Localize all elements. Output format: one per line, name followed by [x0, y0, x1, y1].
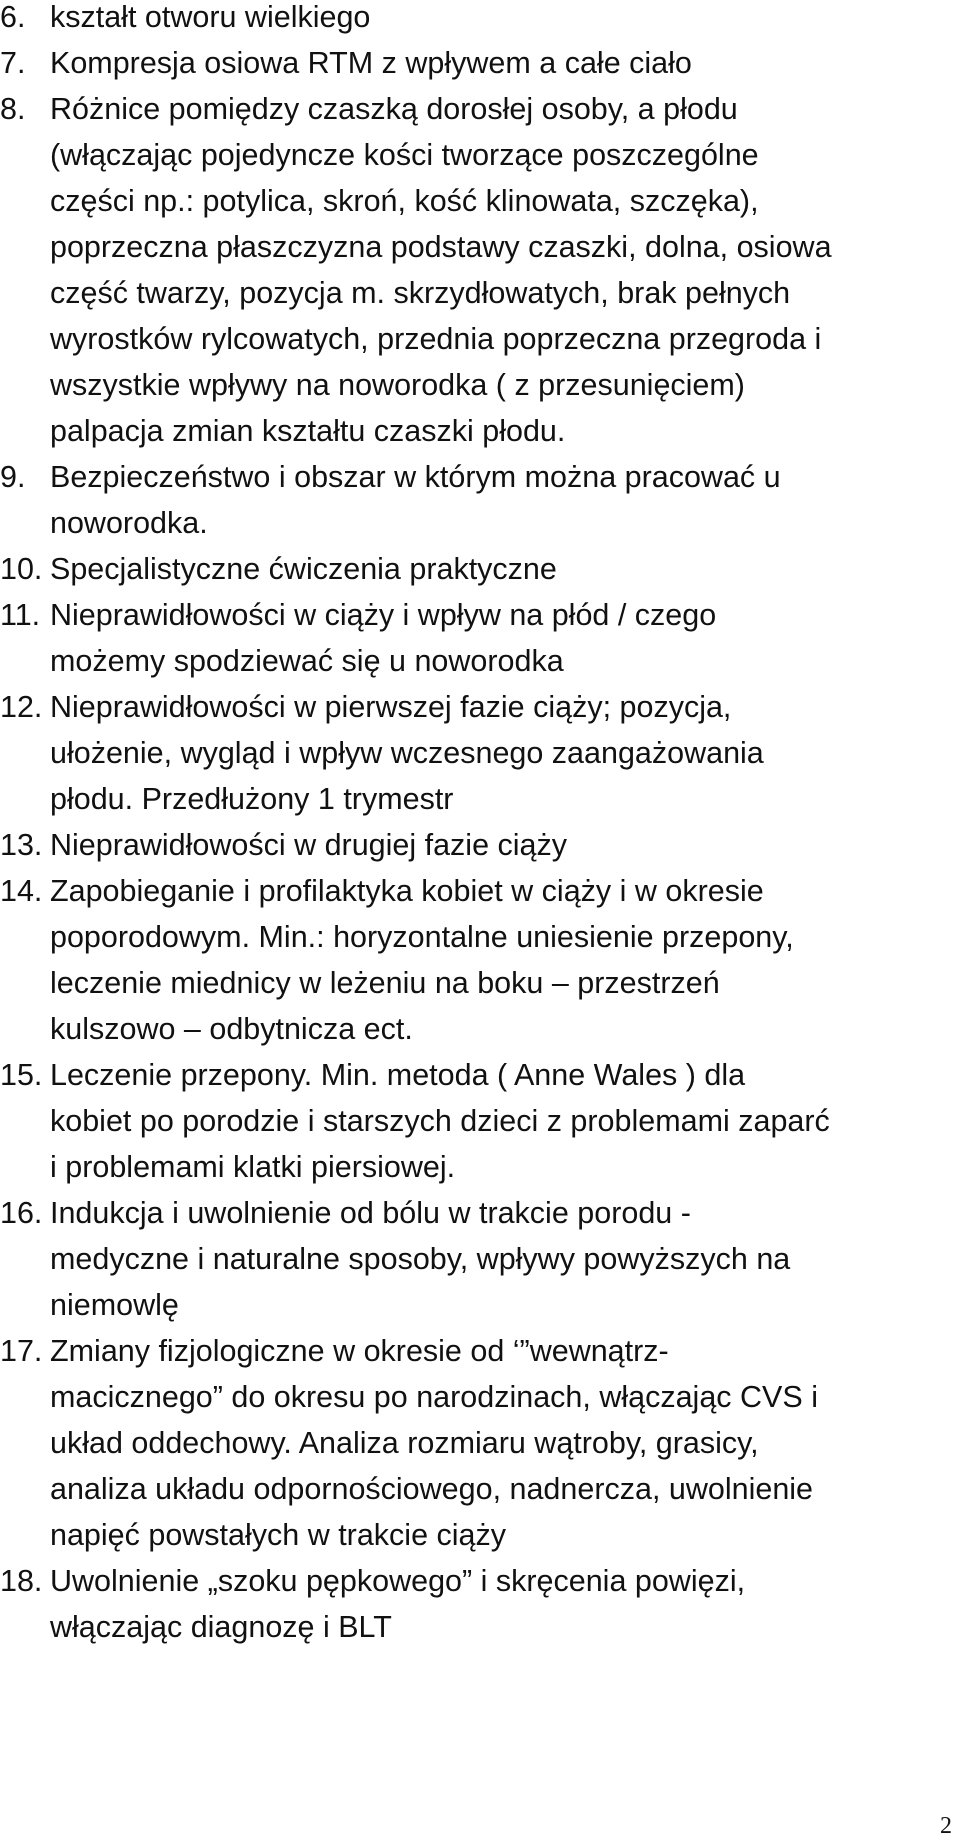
- list-item-number: 7.: [0, 46, 26, 80]
- list-item-text: analiza układu odpornościowego, nadnercza, uwolnienie: [50, 1472, 814, 1506]
- list-item-number: 17.: [0, 1334, 43, 1368]
- list-item-text: kulszowo – odbytnicza ect.: [50, 1012, 413, 1046]
- list-item-text: część twarzy, pozycja m. skrzydłowatych, brak pełnych: [50, 276, 791, 310]
- list-item-text: Różnice pomiędzy czaszką dorosłej osoby, a płodu: [50, 92, 738, 126]
- list-item-text: wyrostków rylcowatych, przednia poprzeczna przegroda i: [50, 322, 822, 356]
- list-item-text: wszystkie wpływy na noworodka ( z przesunięciem): [50, 368, 745, 402]
- list-item-text: płodu. Przedłużony 1 trymestr: [50, 782, 454, 816]
- list-item-text: Leczenie przepony. Min. metoda ( Anne Wales ) dla: [50, 1058, 746, 1092]
- list-item-text: poporodowym. Min.: horyzontalne uniesienie przepony,: [50, 920, 794, 954]
- list-item-number: 14.: [0, 874, 43, 908]
- list-item-number: 10.: [0, 552, 43, 586]
- list-item-text: noworodka.: [50, 506, 208, 540]
- list-item-text: włączając diagnozę i BLT: [50, 1610, 392, 1644]
- list-item-number: 12.: [0, 690, 43, 724]
- list-item-number: 6.: [0, 0, 26, 34]
- page-number: 2: [940, 1813, 952, 1839]
- list-item-text: Uwolnienie „szoku pępkowego” i skręcenia powięzi,: [50, 1564, 746, 1598]
- list-item-text: medyczne i naturalne sposoby, wpływy powyższych na: [50, 1242, 791, 1276]
- list-item-text: Bezpieczeństwo i obszar w którym można pracować u: [50, 460, 781, 494]
- list-item-text: części np.: potylica, skroń, kość klinowata, szczęka),: [50, 184, 759, 218]
- list-item-text: możemy spodziewać się u noworodka: [50, 644, 564, 678]
- list-item-text: leczenie miednicy w leżeniu na boku – przestrzeń: [50, 966, 720, 1000]
- list-item-text: Indukcja i uwolnienie od bólu w trakcie porodu -: [50, 1196, 691, 1230]
- list-item-text: ułożenie, wygląd i wpływ wczesnego zaangażowania: [50, 736, 764, 770]
- list-item-text: kobiet po porodzie i starszych dzieci z problemami zaparć: [50, 1104, 830, 1138]
- list-item-text: i problemami klatki piersiowej.: [50, 1150, 456, 1184]
- list-item-text: Nieprawidłowości w ciąży i wpływ na płód / czego: [50, 598, 717, 632]
- list-item-text: Nieprawidłowości w drugiej fazie ciąży: [50, 828, 568, 862]
- list-item-number: 9.: [0, 460, 26, 494]
- list-item-text: Specjalistyczne ćwiczenia praktyczne: [50, 552, 557, 586]
- list-item-number: 15.: [0, 1058, 43, 1092]
- list-item-text: macicznego” do okresu po narodzinach, włączając CVS i: [50, 1380, 818, 1414]
- list-item-number: 8.: [0, 92, 26, 126]
- list-item-number: 13.: [0, 828, 43, 862]
- list-item-number: 18.: [0, 1564, 43, 1598]
- list-item-text: Zapobieganie i profilaktyka kobiet w ciąży i w okresie: [50, 874, 764, 908]
- list-item-text: Zmiany fizjologiczne w okresie od ‘”wewnątrz-: [50, 1334, 669, 1368]
- list-item-number: 16.: [0, 1196, 43, 1230]
- list-item-text: napięć powstałych w trakcie ciąży: [50, 1518, 506, 1552]
- list-item-text: kształt otworu wielkiego: [50, 0, 371, 34]
- list-item-text: (włączając pojedyncze kości tworzące poszczególne: [50, 138, 759, 172]
- list-item-text: poprzeczna płaszczyzna podstawy czaszki, dolna, osiowa: [50, 230, 832, 264]
- list-item-text: Nieprawidłowości w pierwszej fazie ciąży; pozycja,: [50, 690, 732, 724]
- list-item-number: 11.: [0, 598, 41, 632]
- list-item-text: układ oddechowy. Analiza rozmiaru wątroby, grasicy,: [50, 1426, 759, 1460]
- list-item-text: niemowlę: [50, 1288, 179, 1322]
- list-item-text: palpacja zmian kształtu czaszki płodu.: [50, 414, 566, 448]
- list-item-text: Kompresja osiowa RTM z wpływem a całe ciało: [50, 46, 692, 80]
